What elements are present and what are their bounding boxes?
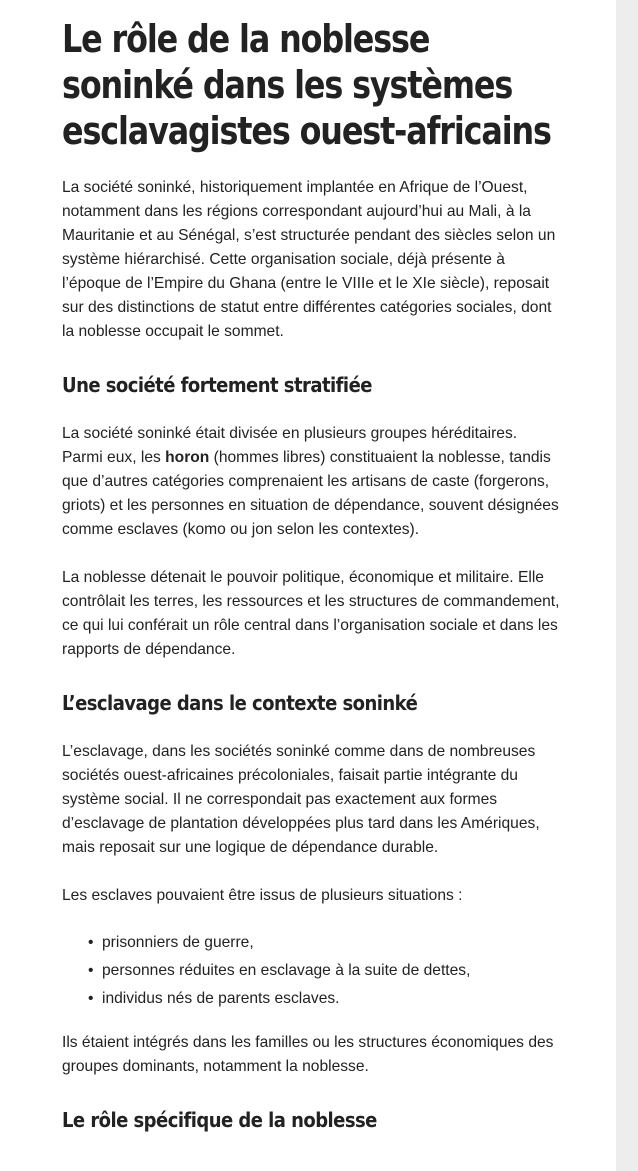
bullet-icon: • bbox=[88, 990, 94, 1007]
article-title: Le rôle de la noblesse soninké dans les systèmes esclavagistes ouest-africains bbox=[62, 17, 551, 153]
section2-paragraph-1: L’esclavage, dans les sociétés soninké comme dans de nombreuses sociétés ouest-africaines précoloniales, faisait partie intégrante du système social. Il ne correspondait pas exactement aux formes d’esclavage de plantation développées plus tard dans les Amériques, mais reposait sur une logique de dépendance durable. bbox=[62, 743, 540, 856]
term-horon: horon bbox=[165, 449, 210, 466]
bullet-icon: • bbox=[88, 962, 94, 979]
intro-paragraph: La société soninké, historiquement implantée en Afrique de l’Ouest, notamment dans les régions correspondant aujourd’hui au Mali, à la Mauritanie et au Sénégal, s’est structurée pendant des siècles selon un système hiérarchisé. Cette organisation sociale, déjà présente à l’époque de l’Empire du Ghana (entre le VIIIe et le XIe siècle), reposait sur des distinctions de statut entre différentes catégories sociales, dont la noblesse occupait le sommet. bbox=[62, 179, 556, 340]
slave-origins-list bbox=[62, 931, 562, 1011]
section-heading-nobility-role: Le rôle spécifique de la noblesse bbox=[62, 1108, 377, 1132]
list-item-text: individus nés de parents esclaves. bbox=[102, 990, 340, 1007]
bullet-icon: • bbox=[88, 934, 94, 951]
section1-p1-text-after: (hommes libres) constituaient la noblesse, tandis que d’autres catégories comprenaient les artisans de caste (forgerons, griots) et les personnes en situation de dépendance, souvent désignées comme esclaves (komo ou jon selon les contextes). bbox=[62, 449, 559, 538]
list-item-text: prisonniers de guerre, bbox=[102, 934, 254, 951]
section-heading-stratified-society: Une société fortement stratifiée bbox=[62, 373, 372, 397]
section1-paragraph-1 bbox=[62, 422, 562, 542]
section1-p1-text-before: La société soninké était divisée en plusieurs groupes héréditaires. Parmi eux, les bbox=[62, 425, 518, 466]
section2-paragraph-2: Les esclaves pouvaient être issus de plusieurs situations : bbox=[62, 887, 463, 904]
list-item bbox=[88, 987, 562, 1011]
list-item-text: personnes réduites en esclavage à la suite de dettes, bbox=[102, 962, 471, 979]
section-heading-slavery-context: L’esclavage dans le contexte soninké bbox=[62, 691, 418, 715]
list-item bbox=[88, 931, 562, 955]
list-item bbox=[88, 959, 562, 983]
article bbox=[62, 0, 562, 1134]
section1-paragraph-2: La noblesse détenait le pouvoir politique, économique et militaire. Elle contrôlait les terres, les ressources et les structures de commandement, ce qui lui conférait un rôle central dans l’organisation sociale et dans les rapports de dépendance. bbox=[62, 569, 560, 658]
section2-paragraph-3: Ils étaient intégrés dans les familles ou les structures économiques des groupes dominants, notamment la noblesse. bbox=[62, 1034, 554, 1075]
